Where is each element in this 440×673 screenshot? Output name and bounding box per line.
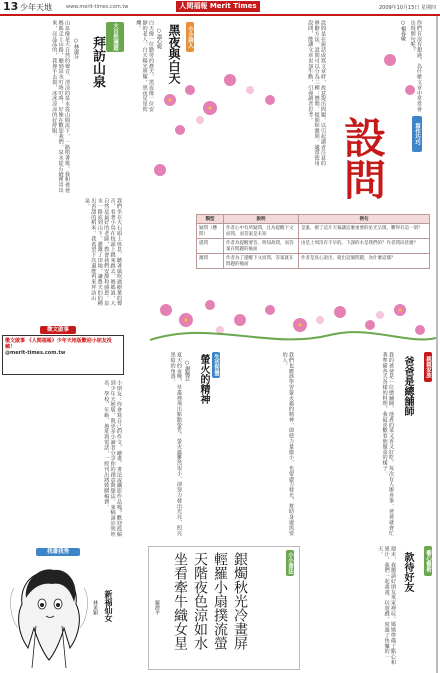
author-black-white: ○溫心妮 bbox=[156, 28, 162, 49]
article-body-firefly: 夏天的夜晚，草叢裡飛出點點螢光。螢火蟲雖然很小，卻努力發出光亮，照亮黑暗的角落。 bbox=[169, 352, 182, 536]
tag-life: 生活智慧 bbox=[213, 354, 219, 376]
page-header bbox=[0, 0, 440, 16]
table-header-cell: 類型 bbox=[197, 215, 224, 224]
table-cell: 作者為了提醒下文而問，答案就在問題的後面 bbox=[224, 254, 299, 269]
table-header-row bbox=[197, 215, 430, 224]
author-inquiry: ○楊春敏 bbox=[400, 20, 406, 41]
article-title-inquiry: 設問 bbox=[338, 116, 387, 200]
article-body-friend: 週末，我邀請好朋友來家裡玩。媽媽準備了點心和果汁，我們一起畫畫、玩遊戲，度過了快樂的一天。 bbox=[377, 546, 396, 665]
article-title-friend: 款待好友 bbox=[402, 552, 413, 592]
article-body-visit-2: 我們坐在大石頭上休息，聽著風吹過樹葉的聲音，看著小鳥在枝頭上跳來跳去。媽媽說，大自然是最好的老師，教會我們安靜和感恩。泉水一路流到山下，灌溉了田地，讓農夫伯伯種出香甜的稻米。我希望下次還能再來拜訪山泉。 bbox=[83, 198, 122, 306]
page-number: 13 bbox=[3, 0, 19, 13]
table-cell: 提問 bbox=[197, 239, 224, 254]
article-body-black-white: 白天像一位勤勞的農夫，黑夜像一位安靜的老人。白天陽光照耀，黑夜星星閃爍。 bbox=[135, 20, 154, 112]
article-title-firefly: 螢火的精神 bbox=[198, 354, 209, 404]
issue-date: 2009年10月15日 星期四 bbox=[378, 5, 436, 11]
table-header-cell: 說明 bbox=[224, 215, 299, 224]
ad-email: @merit-times.com.tw bbox=[5, 350, 66, 357]
author-visit: ○林淑芬 bbox=[73, 38, 79, 59]
ad-text: 徵文啟事 《人間福報》少年天地版歡迎小朋友投稿！ bbox=[5, 338, 112, 351]
table-cell: 激問 bbox=[197, 254, 224, 269]
table-header-cell: 例句 bbox=[299, 215, 430, 224]
table-cell: 作者是真心說出，就出這個問題，為什麼這樣？ bbox=[299, 254, 430, 269]
article-body-inquiry-2: 你們有沒有想過，為什麼文章中常常會出現問句呢？ bbox=[409, 20, 422, 112]
table-row bbox=[197, 254, 430, 269]
article-body-dad: 我的爸爸是一位總舖師，他煮的菜又香又好吃。每次有人辦喜事，爸爸就會忙著準備各式各樣的料理，我最喜歡看他做菜的樣子。 bbox=[381, 352, 394, 536]
tag-art: 藝心藝術 bbox=[424, 546, 432, 576]
article-body-firefly-2: 我們也應該學習螢火蟲的精神，即使力量微小，也要盡力發光，幫助身邊需要的人。 bbox=[281, 352, 294, 536]
poem-calligraphy: 銀燭秋光冷畫屏 輕羅小扇撲流螢 天階夜色涼如水 坐看牽牛織女星 bbox=[172, 552, 248, 650]
table-cell: 是誰，撥了這片天幕讓這麼重要的星光呈現，難得有這一刻？ bbox=[299, 224, 430, 239]
fairy-drawing bbox=[4, 558, 94, 670]
article-title-fairy: 新福仙女 bbox=[104, 590, 114, 622]
article-body-visit: 山泉像是大自然的聲音，清涼的泉水從山間流下，一路唱著歌。我和爸爸媽媽走上山路，聽到泉水叮咚叮咚，好像在歡迎我們。泉水從石縫裡冒出來，亮晶晶的，我伸手去摸，冰冰涼涼的好舒服。 bbox=[51, 20, 70, 193]
tag-writing: 寫作巧巧 bbox=[412, 116, 422, 152]
article-title-dad: 爸爸是總舖師 bbox=[402, 356, 413, 416]
section-title: 少年天地 bbox=[20, 3, 52, 12]
article-body-left-lower: 小朋友：你會寫自己的作文、繪畫、書法或攝影作品嗎？歡迎投稿到少年天地版，與更多小讀者分享你的創意與想法。來稿請註明姓名、學校、年級、地址與電話，一經刊出將致贈稿費。 bbox=[103, 380, 122, 537]
table-cell: 由是上周沒有不早的。下課的水是我們的？作者問向甚麼？ bbox=[299, 239, 430, 254]
poem-author: 羅濟平 bbox=[154, 600, 160, 615]
table-row bbox=[197, 239, 430, 254]
table-cell: 作者心中有所疑問，且為提醒下文而問，而答案是未知 bbox=[224, 224, 299, 239]
article-title-black-white: 黑夜與白天 bbox=[167, 24, 181, 84]
article-title-visit: 拜訪山泉 bbox=[90, 36, 105, 88]
masthead-logo: 人間福報 Merit Times bbox=[176, 1, 260, 12]
tag-poet: 小小詩人 bbox=[186, 22, 194, 52]
table-cell: 疑問（懸問） bbox=[197, 224, 224, 239]
inquiry-table bbox=[196, 214, 430, 269]
ad-box bbox=[2, 335, 124, 375]
author-fairy: 林采穎 bbox=[92, 600, 98, 615]
flower-decoration bbox=[150, 20, 436, 350]
site-url: www.merit-times.com.tw bbox=[66, 4, 129, 10]
ad-header: 徵文啟事 bbox=[40, 326, 76, 334]
tag-calligraphy: 小小書法 bbox=[287, 552, 293, 574]
author-firefly: ○謝佩芸 bbox=[184, 360, 190, 381]
table-row bbox=[197, 224, 430, 239]
tag-nature: 大自然漫遊 bbox=[106, 22, 124, 52]
right-edge-rule bbox=[436, 16, 438, 673]
table-cell: 作者為提醒要答，明知故問，而答案在問題的後面 bbox=[224, 239, 299, 254]
article-body-inquiry: 設問是在說話或寫文章時，故意提出問題，以引起讀者注意的修辭方法。設問可以分為三種：懸問、提問和激問。適當使用設問，能讓文章更加生動，引發讀者思考。 bbox=[307, 20, 326, 166]
tag-drawing: 我畫我秀 bbox=[36, 548, 80, 556]
tag-family: 親親家族 bbox=[424, 352, 432, 382]
